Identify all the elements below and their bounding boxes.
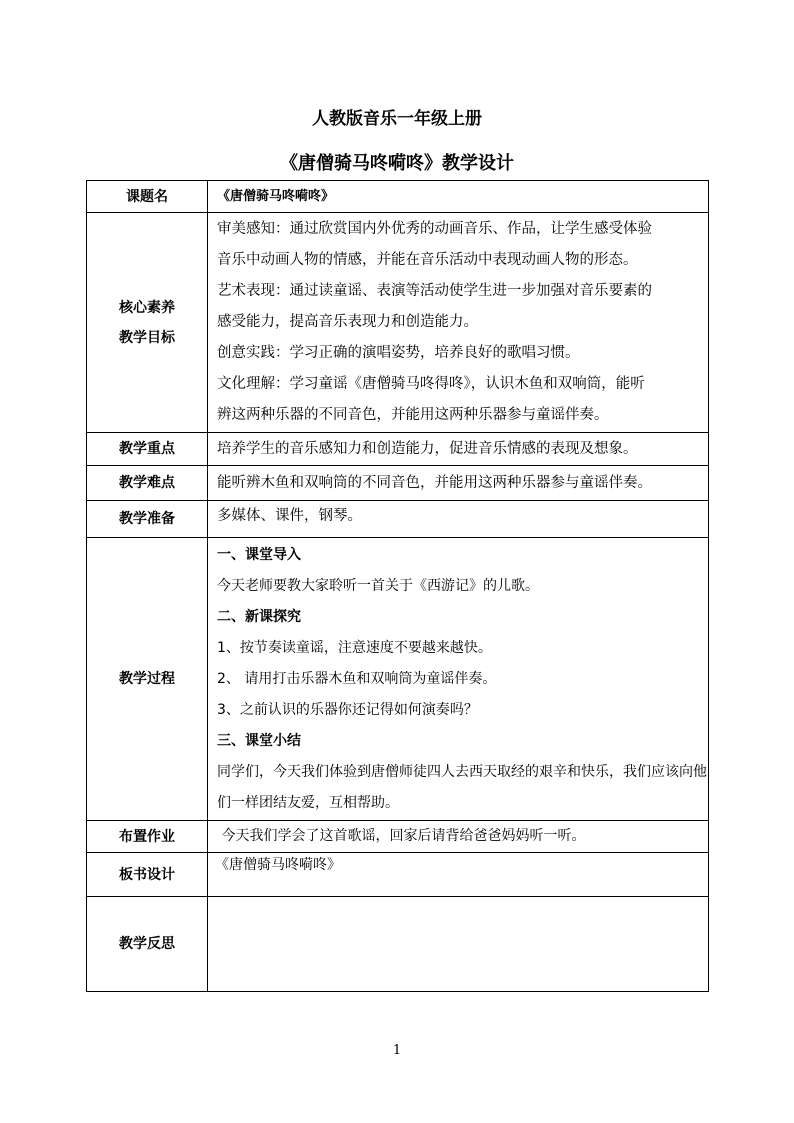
value-homework: 今天我们学会了这首歌谣，回家后请背给爸爸妈妈听一听。 <box>208 821 709 853</box>
value-difficulties: 能听辨木鱼和双响筒的不同音色，并能用这两种乐器参与童谣伴奏。 <box>208 466 709 501</box>
label-reflection: 教学反思 <box>87 897 208 992</box>
label-process: 教学过程 <box>87 538 208 821</box>
goal-line: 创意实践：学习正确的演唱姿势，培养良好的歌唱习惯。 <box>217 345 580 361</box>
label-goals-line2: 教学目标 <box>119 329 175 346</box>
process-line: 1、按节奏读童谣，注意速度不要越来越快。 <box>217 639 492 656</box>
document-title-line2: 《唐僧骑马咚嗬咚》教学设计 <box>280 153 514 174</box>
goal-line: 辨这两种乐器的不同音色，并能用这两种乐器参与童谣伴奏。 <box>217 407 609 423</box>
label-board: 板书设计 <box>87 853 208 897</box>
process-line: 3、之前认识的乐器你还记得如何演奏吗？ <box>217 701 478 718</box>
process-line: 们一样团结友爱，互相帮助。 <box>217 794 399 811</box>
value-process <box>208 538 709 821</box>
row-difficulties <box>87 466 709 501</box>
process-line: 今天老师要教大家聆听一首关于《西游记》的儿歌。 <box>217 577 539 594</box>
value-preparation: 多媒体、课件，钢琴。 <box>208 501 709 538</box>
document-title-line1: 人教版音乐一年级上册 <box>312 109 482 129</box>
value-board: 《唐僧骑马咚嗬咚》 <box>208 853 709 897</box>
process-heading: 二、新课探究 <box>217 608 301 625</box>
goal-line: 感受能力，提高音乐表现力和创造能力。 <box>217 314 478 330</box>
row-board <box>87 853 709 897</box>
row-preparation <box>87 501 709 538</box>
row-homework <box>87 821 709 853</box>
label-goals-line1: 核心素养 <box>119 299 175 316</box>
goal-line: 音乐中动画人物的情感，并能在音乐活动中表现动画人物的形态。 <box>217 252 638 268</box>
row-reflection <box>87 897 709 992</box>
page-number: 1 <box>392 1043 402 1058</box>
lesson-plan-table <box>86 180 709 992</box>
label-topic: 课题名 <box>87 181 208 213</box>
process-line: 2、 请用打击乐器木鱼和双响筒为童谣伴奏。 <box>217 670 497 687</box>
label-preparation: 教学准备 <box>87 501 208 538</box>
row-key-points <box>87 433 709 466</box>
value-goals <box>208 213 709 433</box>
goal-line: 艺术表现：通过读童谣、表演等活动使学生进一步加强对音乐要素的 <box>217 283 652 299</box>
label-homework: 布置作业 <box>87 821 208 853</box>
process-line: 同学们，今天我们体验到唐僧师徒四人去西天取经的艰辛和快乐，我们应该向他 <box>217 763 707 780</box>
label-goals <box>87 213 208 433</box>
goal-line: 审美感知：通过欣赏国内外优秀的动画音乐、作品，让学生感受体验 <box>217 221 652 237</box>
process-heading: 一、课堂导入 <box>217 546 301 563</box>
process-heading: 三、课堂小结 <box>217 732 301 749</box>
value-key-points: 培养学生的音乐感知力和创造能力，促进音乐情感的表现及想象。 <box>208 433 709 466</box>
row-topic <box>87 181 709 213</box>
label-key-points: 教学重点 <box>87 433 208 466</box>
row-process <box>87 538 709 821</box>
label-difficulties: 教学难点 <box>87 466 208 501</box>
row-goals <box>87 213 709 433</box>
value-reflection[interactable] <box>208 897 709 992</box>
value-topic: 《唐僧骑马咚嗬咚》 <box>208 181 709 213</box>
goal-line: 文化理解：学习童谣《唐僧骑马咚得咚》，认识木鱼和双响筒，能听 <box>217 376 645 392</box>
